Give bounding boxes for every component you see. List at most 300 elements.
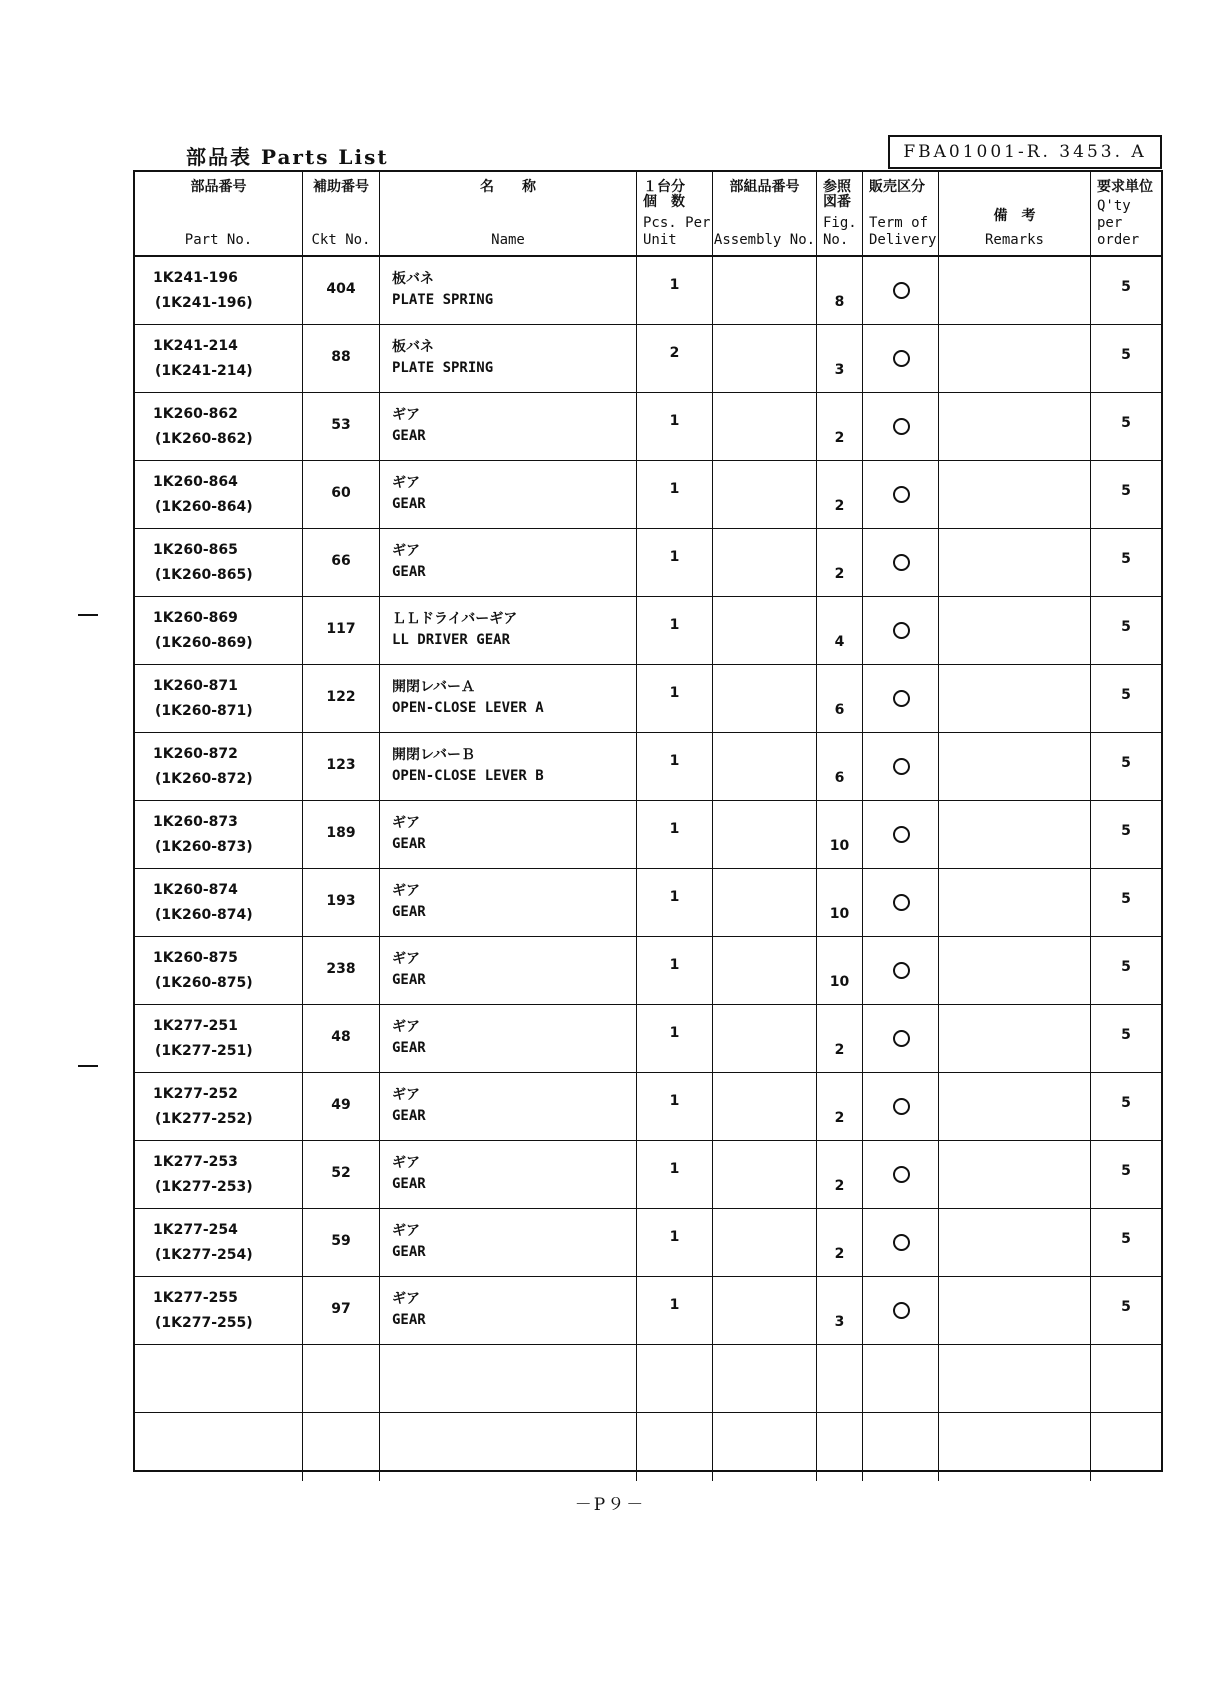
term-cell [863,1073,939,1140]
fig-cell [817,325,863,392]
ckt-no-cell [303,801,380,868]
circle-mark-icon [893,758,910,775]
fig-cell [817,1073,863,1140]
pcs-per-unit: 1 [669,1093,680,1109]
ckt-no: 49 [331,1097,351,1113]
pcs-per-unit: 1 [669,617,680,633]
empty-cell [135,1345,303,1412]
col-qty-en: Q'ty per order [1097,198,1140,248]
ckt-no: 122 [326,689,356,705]
col-qty-jp: 要求単位 [1097,179,1153,195]
qty-cell [1091,257,1161,324]
ckt-no: 97 [331,1301,351,1317]
name-cell [380,801,637,868]
ckt-no: 193 [326,893,356,909]
part-no-cell [135,1209,303,1276]
term-cell [863,529,939,596]
table-row [135,1277,1161,1345]
pcs-cell [637,665,713,732]
part-no: 1K260-871 [153,678,238,694]
ckt-no: 59 [331,1233,351,1249]
fig-no: 2 [834,498,845,514]
ckt-no-cell [303,257,380,324]
part-no: 1K260-873 [153,814,238,830]
qty-per-order: 5 [1121,347,1131,363]
ckt-no: 404 [326,281,356,297]
assembly-cell [713,393,817,460]
col-remarks-en: Remarks [984,232,1044,248]
part-no-cell [135,937,303,1004]
qty-per-order: 5 [1121,1299,1131,1315]
pcs-cell [637,529,713,596]
pcs-per-unit: 1 [669,481,680,497]
fig-no: 3 [834,1314,845,1330]
part-no: 1K241-214 [153,338,238,354]
fig-cell [817,733,863,800]
fig-no: 10 [829,906,850,922]
col-pcs-jp: １台分 個 数 [643,179,685,210]
table-row [135,393,1161,461]
term-cell [863,801,939,868]
table-row [135,461,1161,529]
qty-per-order: 5 [1121,823,1131,839]
assembly-cell [713,665,817,732]
empty-cell [863,1413,939,1481]
ckt-no: 60 [331,485,351,501]
part-no-cell [135,1005,303,1072]
part-no-alt: (1K277-251) [155,1043,253,1059]
assembly-cell [713,1277,817,1344]
circle-mark-icon [893,554,910,571]
remarks-cell [939,1277,1091,1344]
name-jp: ＬＬドライバーギア [392,611,518,627]
table-row [135,1005,1161,1073]
remarks-cell [939,1005,1091,1072]
table-header [135,172,1161,257]
name-en: GEAR [392,564,426,580]
qty-cell [1091,869,1161,936]
part-no-cell [135,869,303,936]
assembly-cell [713,1141,817,1208]
part-no-cell [135,1277,303,1344]
col-term-of-delivery [863,172,939,255]
ckt-no: 238 [326,961,356,977]
name-jp: ギア [392,1019,420,1035]
col-remarks [939,172,1091,255]
part-no-cell [135,665,303,732]
part-no-cell [135,1141,303,1208]
col-qty-per-order [1091,172,1161,255]
name-cell [380,733,637,800]
circle-mark-icon [893,826,910,843]
name-jp: ギア [392,1155,420,1171]
empty-cell [380,1413,637,1481]
empty-cell [817,1413,863,1481]
qty-cell [1091,529,1161,596]
pcs-cell [637,733,713,800]
remarks-cell [939,733,1091,800]
col-part-no-jp: 部品番号 [190,179,247,195]
document-number: FBA01001-R. 3453. A [888,135,1162,169]
part-no-alt: (1K260-865) [155,567,253,583]
circle-mark-icon [893,1030,910,1047]
circle-mark-icon [893,350,910,367]
part-no-cell [135,801,303,868]
col-remarks-jp: 備 考 [993,208,1036,224]
fig-cell [817,1005,863,1072]
name-cell [380,393,637,460]
part-no: 1K277-255 [153,1290,238,1306]
fig-no: 2 [834,430,845,446]
name-cell [380,325,637,392]
ckt-no: 52 [331,1165,351,1181]
fig-no: 2 [834,1246,845,1262]
fig-cell [817,801,863,868]
name-en: GEAR [392,1040,426,1056]
col-assembly-en: Assembly No. [713,232,816,248]
table-row [135,937,1161,1005]
fig-no: 2 [834,1178,845,1194]
ckt-no-cell [303,733,380,800]
part-no-alt: (1K260-873) [155,839,253,855]
part-no: 1K260-865 [153,542,238,558]
empty-cell [1091,1413,1161,1481]
term-cell [863,937,939,1004]
term-cell [863,393,939,460]
part-no-cell [135,257,303,324]
remarks-cell [939,1209,1091,1276]
name-jp: ギア [392,815,420,831]
term-cell [863,665,939,732]
name-jp: ギア [392,407,420,423]
ckt-no-cell [303,937,380,1004]
pcs-per-unit: 1 [669,1161,680,1177]
name-cell [380,665,637,732]
table-row [135,1073,1161,1141]
name-cell [380,869,637,936]
assembly-cell [713,869,817,936]
part-no: 1K260-862 [153,406,238,422]
name-cell [380,1209,637,1276]
name-jp: ギア [392,1291,420,1307]
assembly-cell [713,529,817,596]
ckt-no-cell [303,1073,380,1140]
empty-cell [637,1345,713,1412]
part-no-cell [135,733,303,800]
ckt-no-cell [303,597,380,664]
term-cell [863,1005,939,1072]
part-no: 1K241-196 [153,270,238,286]
circle-mark-icon [893,962,910,979]
fig-cell [817,257,863,324]
assembly-cell [713,1073,817,1140]
col-ckt-no-jp: 補助番号 [313,179,369,195]
ckt-no-cell [303,1005,380,1072]
name-en: GEAR [392,1176,426,1192]
term-cell [863,733,939,800]
remarks-cell [939,869,1091,936]
term-cell [863,869,939,936]
circle-mark-icon [893,418,910,435]
col-pcs-en: Pcs. Per Unit [643,215,711,248]
circle-mark-icon [893,1234,910,1251]
empty-cell [380,1345,637,1412]
qty-cell [1091,665,1161,732]
assembly-cell [713,1005,817,1072]
fig-cell [817,529,863,596]
col-fig-jp: 参照 図番 [823,179,851,210]
empty-cell [863,1345,939,1412]
qty-cell [1091,937,1161,1004]
empty-cell [713,1345,817,1412]
table-row [135,597,1161,665]
name-en: GEAR [392,836,426,852]
term-cell [863,461,939,528]
pcs-cell [637,325,713,392]
name-en: GEAR [392,496,426,512]
name-jp: 開閉レバーＡ [392,679,476,695]
circle-mark-icon [893,622,910,639]
fig-cell [817,1277,863,1344]
qty-cell [1091,801,1161,868]
qty-cell [1091,1005,1161,1072]
part-no-alt: (1K260-864) [155,499,253,515]
name-cell [380,1141,637,1208]
remarks-cell [939,597,1091,664]
remarks-cell [939,665,1091,732]
assembly-cell [713,801,817,868]
pcs-per-unit: 1 [669,1229,680,1245]
remarks-cell [939,325,1091,392]
circle-mark-icon [893,486,910,503]
fig-no: 3 [834,362,845,378]
part-no-alt: (1K277-254) [155,1247,253,1263]
scan-mark [78,1065,98,1067]
term-cell [863,325,939,392]
assembly-cell [713,257,817,324]
part-no-alt: (1K260-862) [155,431,253,447]
term-cell [863,257,939,324]
fig-no: 10 [829,838,850,854]
term-cell [863,1141,939,1208]
pcs-cell [637,461,713,528]
qty-cell [1091,1209,1161,1276]
qty-cell [1091,1277,1161,1344]
col-term-jp: 販売区分 [869,179,925,195]
ckt-no-cell [303,1209,380,1276]
empty-table-row [135,1345,1161,1413]
qty-per-order: 5 [1121,959,1131,975]
term-cell [863,1277,939,1344]
name-en: LL DRIVER GEAR [392,632,511,648]
assembly-cell [713,733,817,800]
pcs-per-unit: 1 [669,685,680,701]
ckt-no: 48 [331,1029,351,1045]
table-body [135,257,1161,1481]
circle-mark-icon [893,1302,910,1319]
fig-no: 6 [834,702,845,718]
pcs-cell [637,937,713,1004]
qty-per-order: 5 [1121,619,1131,635]
part-no: 1K277-253 [153,1154,238,1170]
name-en: GEAR [392,972,426,988]
fig-cell [817,393,863,460]
empty-table-row [135,1413,1161,1481]
col-part-no-en: Part No. [184,232,253,248]
part-no-alt: (1K277-253) [155,1179,253,1195]
term-cell [863,1209,939,1276]
circle-mark-icon [893,690,910,707]
ckt-no: 123 [326,757,356,773]
name-en: GEAR [392,428,426,444]
qty-per-order: 5 [1121,1231,1131,1247]
table-row [135,869,1161,937]
part-no-alt: (1K260-869) [155,635,253,651]
name-jp: ギア [392,1223,420,1239]
col-fig-no [817,172,863,255]
name-cell [380,1005,637,1072]
table-row [135,801,1161,869]
remarks-cell [939,1073,1091,1140]
name-en: PLATE SPRING [392,292,494,308]
pcs-cell [637,393,713,460]
qty-per-order: 5 [1121,1163,1131,1179]
pcs-cell [637,257,713,324]
pcs-per-unit: 1 [669,957,680,973]
circle-mark-icon [893,1098,910,1115]
pcs-cell [637,1209,713,1276]
col-ckt-no [303,172,380,255]
fig-no: 6 [834,770,845,786]
assembly-cell [713,325,817,392]
part-no: 1K260-869 [153,610,238,626]
col-name-jp: 名 称 [480,179,536,195]
table-row [135,1141,1161,1209]
fig-cell [817,1141,863,1208]
name-cell [380,1073,637,1140]
qty-cell [1091,393,1161,460]
part-no-alt: (1K241-214) [155,363,253,379]
ckt-no: 66 [331,553,351,569]
fig-cell [817,665,863,732]
col-part-no [135,172,303,255]
circle-mark-icon [893,282,910,299]
ckt-no-cell [303,461,380,528]
name-cell [380,937,637,1004]
pcs-per-unit: 2 [669,345,680,361]
qty-per-order: 5 [1121,279,1131,295]
part-no-alt: (1K260-874) [155,907,253,923]
table-row [135,733,1161,801]
part-no: 1K277-252 [153,1086,238,1102]
part-no: 1K260-864 [153,474,238,490]
col-assembly-no [713,172,817,255]
name-en: GEAR [392,1244,426,1260]
empty-cell [135,1413,303,1481]
empty-cell [1091,1345,1161,1412]
name-en: OPEN-CLOSE LEVER A [392,700,544,716]
part-no: 1K260-875 [153,950,238,966]
pcs-per-unit: 1 [669,753,680,769]
name-cell [380,1277,637,1344]
ckt-no-cell [303,325,380,392]
qty-cell [1091,1073,1161,1140]
circle-mark-icon [893,1166,910,1183]
fig-no: 10 [829,974,850,990]
ckt-no: 117 [326,621,356,637]
part-no: 1K277-251 [153,1018,238,1034]
qty-cell [1091,597,1161,664]
empty-cell [303,1345,380,1412]
pcs-cell [637,1005,713,1072]
empty-cell [713,1413,817,1481]
pcs-cell [637,597,713,664]
part-no-alt: (1K277-252) [155,1111,253,1127]
fig-no: 2 [834,1042,845,1058]
name-cell [380,257,637,324]
circle-mark-icon [893,894,910,911]
qty-per-order: 5 [1121,1027,1131,1043]
remarks-cell [939,529,1091,596]
part-no-alt: (1K260-872) [155,771,253,787]
pcs-per-unit: 1 [669,277,680,293]
name-en: GEAR [392,904,426,920]
part-no-cell [135,461,303,528]
ckt-no: 88 [331,349,351,365]
name-jp: ギア [392,543,420,559]
col-name-en: Name [491,232,525,248]
pcs-per-unit: 1 [669,821,680,837]
empty-cell [637,1413,713,1481]
name-en: GEAR [392,1108,426,1124]
pcs-per-unit: 1 [669,1025,680,1041]
qty-cell [1091,325,1161,392]
qty-per-order: 5 [1121,687,1131,703]
remarks-cell [939,393,1091,460]
assembly-cell [713,1209,817,1276]
pcs-per-unit: 1 [669,1297,680,1313]
ckt-no-cell [303,1277,380,1344]
part-no-cell [135,325,303,392]
name-jp: ギア [392,1087,420,1103]
page-number: －P９－ [574,1495,646,1515]
qty-per-order: 5 [1121,415,1131,431]
name-en: OPEN-CLOSE LEVER B [392,768,544,784]
part-no-cell [135,597,303,664]
fig-cell [817,461,863,528]
qty-cell [1091,733,1161,800]
ckt-no-cell [303,529,380,596]
qty-cell [1091,1141,1161,1208]
empty-cell [939,1345,1091,1412]
fig-cell [817,1209,863,1276]
name-cell [380,529,637,596]
table-row [135,1209,1161,1277]
part-no-alt: (1K241-196) [155,295,253,311]
qty-per-order: 5 [1121,483,1131,499]
ckt-no: 53 [331,417,351,433]
name-jp: ギア [392,883,420,899]
remarks-cell [939,801,1091,868]
pcs-per-unit: 1 [669,889,680,905]
col-ckt-no-en: Ckt No. [311,232,371,248]
fig-no: 2 [834,566,845,582]
qty-per-order: 5 [1121,755,1131,771]
qty-per-order: 5 [1121,891,1131,907]
fig-no: 4 [834,634,845,650]
term-cell [863,597,939,664]
ckt-no-cell [303,1141,380,1208]
